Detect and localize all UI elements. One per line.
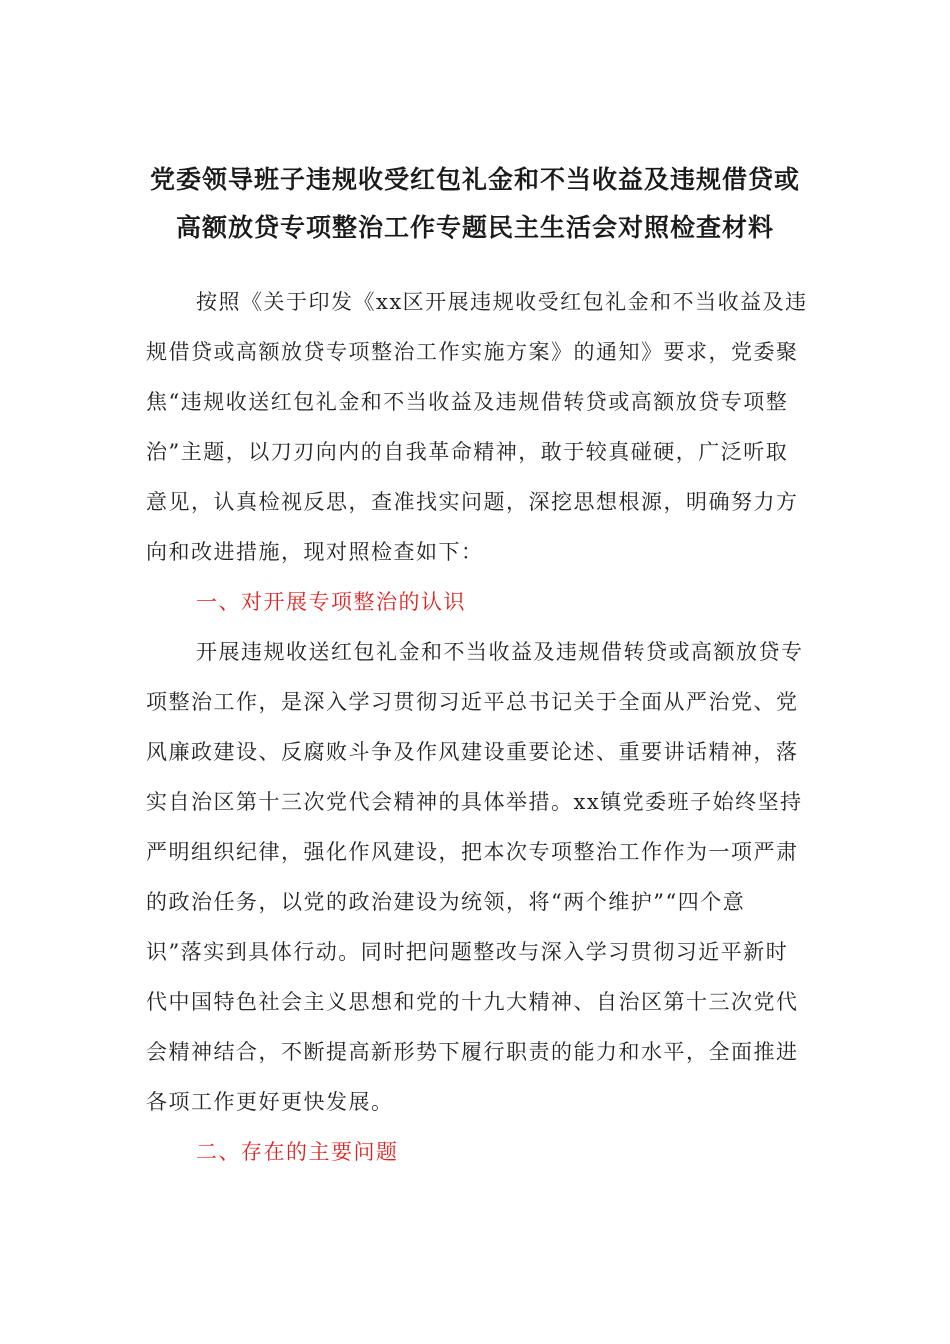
section-1-heading: 一、对开展专项整治的认识 [196,590,466,614]
document-title-line-2: 高额放贷专项整治工作专题民主生活会对照检查材料 [175,213,774,242]
section-2-heading: 二、存在的主要问题 [196,1140,399,1164]
section-1-line: 开展违规收送红包礼金和不当收益及违规借转贷或高额放贷专 [196,640,804,664]
section-1-line: 识”落实到具体行动。同时把问题整改与深入学习贯彻习近平新时 [146,940,789,964]
section-1-line: 项整治工作，是深入学习贯彻习近平总书记关于全面从严治党、党 [146,690,799,714]
intro-line: 治”主题，以刀刃向内的自我革命精神，敢于较真碰硬，广泛听取 [146,440,789,464]
section-1-line: 风廉政建设、反腐败斗争及作风建设重要论述、重要讲话精神，落 [146,740,799,764]
section-1-line: 会精神结合，不断提高新形势下履行职责的能力和水平，全面推进 [146,1040,799,1064]
section-1-line: 实自治区第十三次党代会精神的具体举措。xx镇党委班子始终坚持 [146,790,803,814]
document-title-line-1: 党委领导班子违规收受红包礼金和不当收益及违规借贷或 [149,165,800,194]
intro-line: 向和改进措施，现对照检查如下： [146,540,484,564]
intro-line: 意见，认真检视反思，查准找实问题，深挖思想根源，明确努力方 [146,490,799,514]
intro-line: 按照《关于印发《xx区开展违规收受红包礼金和不当收益及违 [196,290,808,314]
intro-line: 规借贷或高额放贷专项整治工作实施方案》的通知》要求，党委聚 [146,340,799,364]
section-1-line: 的政治任务，以党的政治建设为统领，将“两个维护”“四个意 [146,890,746,914]
section-1-line: 各项工作更好更快发展。 [146,1090,394,1114]
section-1-line: 代中国特色社会主义思想和党的十九大精神、自治区第十三次党代 [146,990,799,1014]
intro-line: 焦“违规收送红包礼金和不当收益及违规借转贷或高额放贷专项整 [146,390,789,414]
section-1-line: 严明组织纪律，强化作风建设，把本次专项整治工作作为一项严肃 [146,840,799,864]
